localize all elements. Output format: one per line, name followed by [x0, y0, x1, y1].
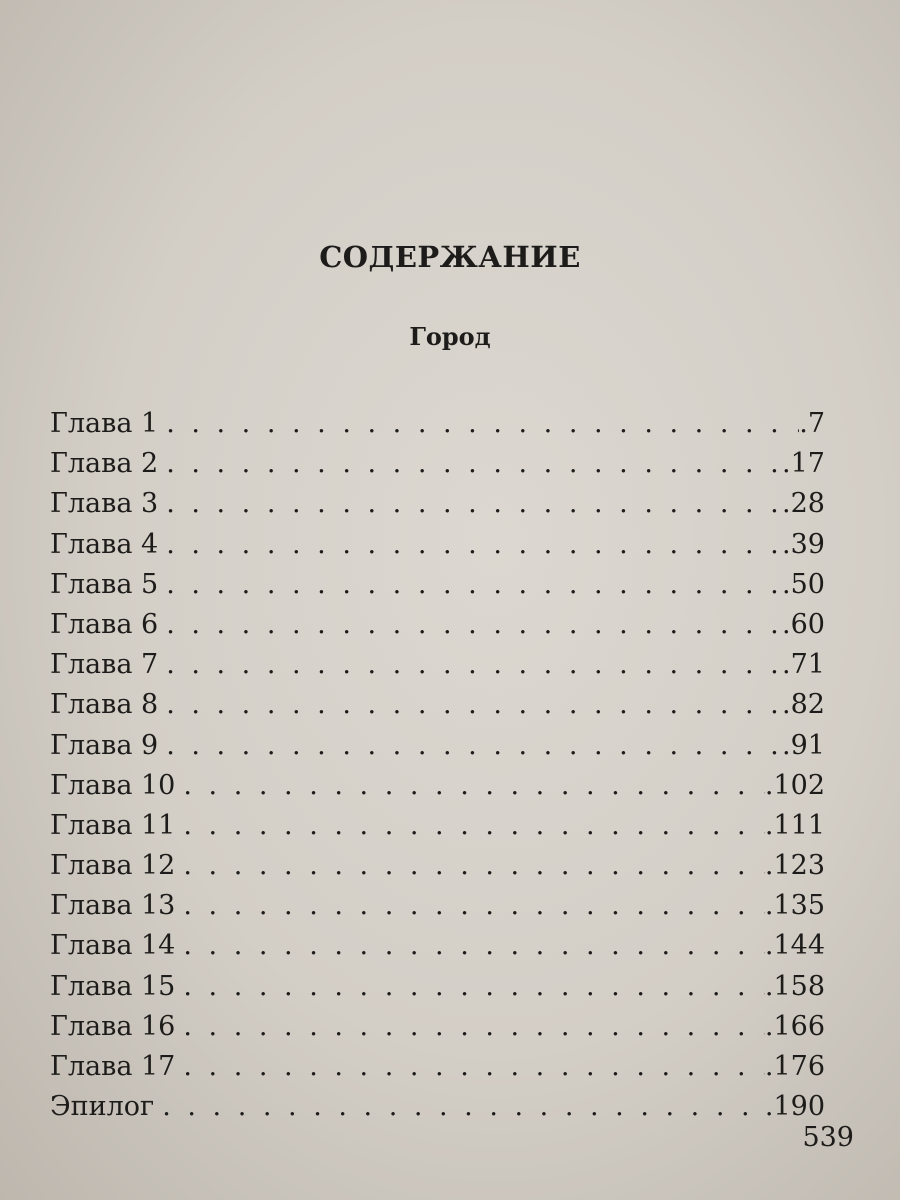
toc-entry-label: Глава 17	[50, 1051, 176, 1082]
toc-entry-page: .39	[782, 528, 825, 560]
toc-entry-label: Глава 4	[50, 528, 159, 560]
toc-entry-page: .102	[764, 769, 825, 801]
toc-dot-leader	[183, 806, 765, 846]
toc-dot-leader	[162, 1087, 765, 1127]
toc-dot-leader	[183, 886, 765, 926]
toc-entry-page: .123	[764, 850, 825, 882]
toc-entry	[50, 605, 825, 645]
table-of-contents	[50, 404, 825, 1127]
toc-entry-label: Глава 16	[50, 1010, 176, 1042]
toc-entry	[50, 846, 825, 886]
page-number: 539	[802, 1122, 854, 1153]
toc-entry-page: .60	[782, 608, 825, 640]
toc-dot-leader	[183, 1047, 765, 1087]
toc-entry	[50, 926, 825, 966]
toc-entry	[50, 1047, 825, 1087]
toc-entry-page: .17	[782, 448, 825, 480]
section-title: Город	[409, 322, 491, 351]
toc-entry	[50, 565, 825, 605]
toc-dot-leader	[183, 1007, 765, 1047]
toc-entry-page: .82	[782, 689, 825, 721]
toc-dot-leader	[166, 444, 782, 484]
toc-dot-leader	[166, 565, 782, 605]
toc-entry	[50, 1087, 825, 1127]
toc-entry	[50, 967, 825, 1007]
toc-dot-leader	[183, 967, 765, 1007]
toc-entry	[50, 886, 825, 926]
toc-entry	[50, 525, 825, 565]
toc-dot-leader	[183, 766, 765, 806]
toc-entry	[50, 444, 825, 484]
toc-dot-leader	[166, 525, 782, 565]
toc-dot-leader	[183, 926, 765, 966]
toc-entry-label: Глава 14	[50, 930, 176, 962]
toc-entry-page: .190	[764, 1091, 825, 1123]
toc-entry-label: Глава 7	[50, 649, 159, 681]
toc-entry-label: Глава 9	[50, 729, 159, 761]
toc-entry-label: Глава 3	[50, 488, 159, 520]
toc-entry-label: Глава 5	[50, 568, 159, 600]
toc-entry-label: Глава 11	[50, 809, 176, 841]
toc-entry-page: .158	[764, 970, 825, 1002]
toc-entry-page: .144	[764, 930, 825, 962]
toc-entry	[50, 484, 825, 524]
toc-entry-label: Глава 8	[50, 689, 159, 721]
toc-entry-label: Глава 13	[50, 890, 176, 922]
toc-dot-leader	[166, 484, 782, 524]
toc-entry-page: .7	[799, 408, 825, 439]
toc-dot-leader	[166, 685, 782, 725]
toc-entry	[50, 685, 825, 725]
toc-entry-page: .28	[782, 488, 825, 520]
toc-entry-page: .91	[782, 729, 825, 761]
toc-entry-page: .176	[764, 1051, 825, 1082]
toc-entry	[50, 1007, 825, 1047]
toc-entry-page: .166	[764, 1010, 825, 1042]
toc-entry-page: .50	[782, 568, 825, 600]
toc-entry-label: Глава 1	[50, 408, 159, 439]
toc-entry-page: .71	[782, 649, 825, 681]
toc-entry	[50, 404, 825, 444]
toc-entry	[50, 645, 825, 685]
toc-entry-label: Глава 2	[50, 448, 159, 480]
toc-dot-leader	[166, 404, 799, 444]
toc-entry	[50, 806, 825, 846]
toc-dot-leader	[166, 605, 782, 645]
page-title: СОДЕРЖАНИЕ	[319, 240, 581, 274]
toc-entry-label: Глава 6	[50, 608, 159, 640]
toc-entry	[50, 766, 825, 806]
toc-entry-page: .135	[764, 890, 825, 922]
toc-entry-label: Глава 10	[50, 769, 176, 801]
toc-entry-label: Глава 12	[50, 850, 176, 882]
toc-dot-leader	[183, 846, 765, 886]
toc-entry	[50, 726, 825, 766]
toc-entry-label: Эпилог	[50, 1091, 155, 1123]
toc-entry-page: .111	[764, 809, 825, 841]
toc-dot-leader	[166, 645, 782, 685]
toc-dot-leader	[166, 726, 782, 766]
toc-entry-label: Глава 15	[50, 970, 176, 1002]
